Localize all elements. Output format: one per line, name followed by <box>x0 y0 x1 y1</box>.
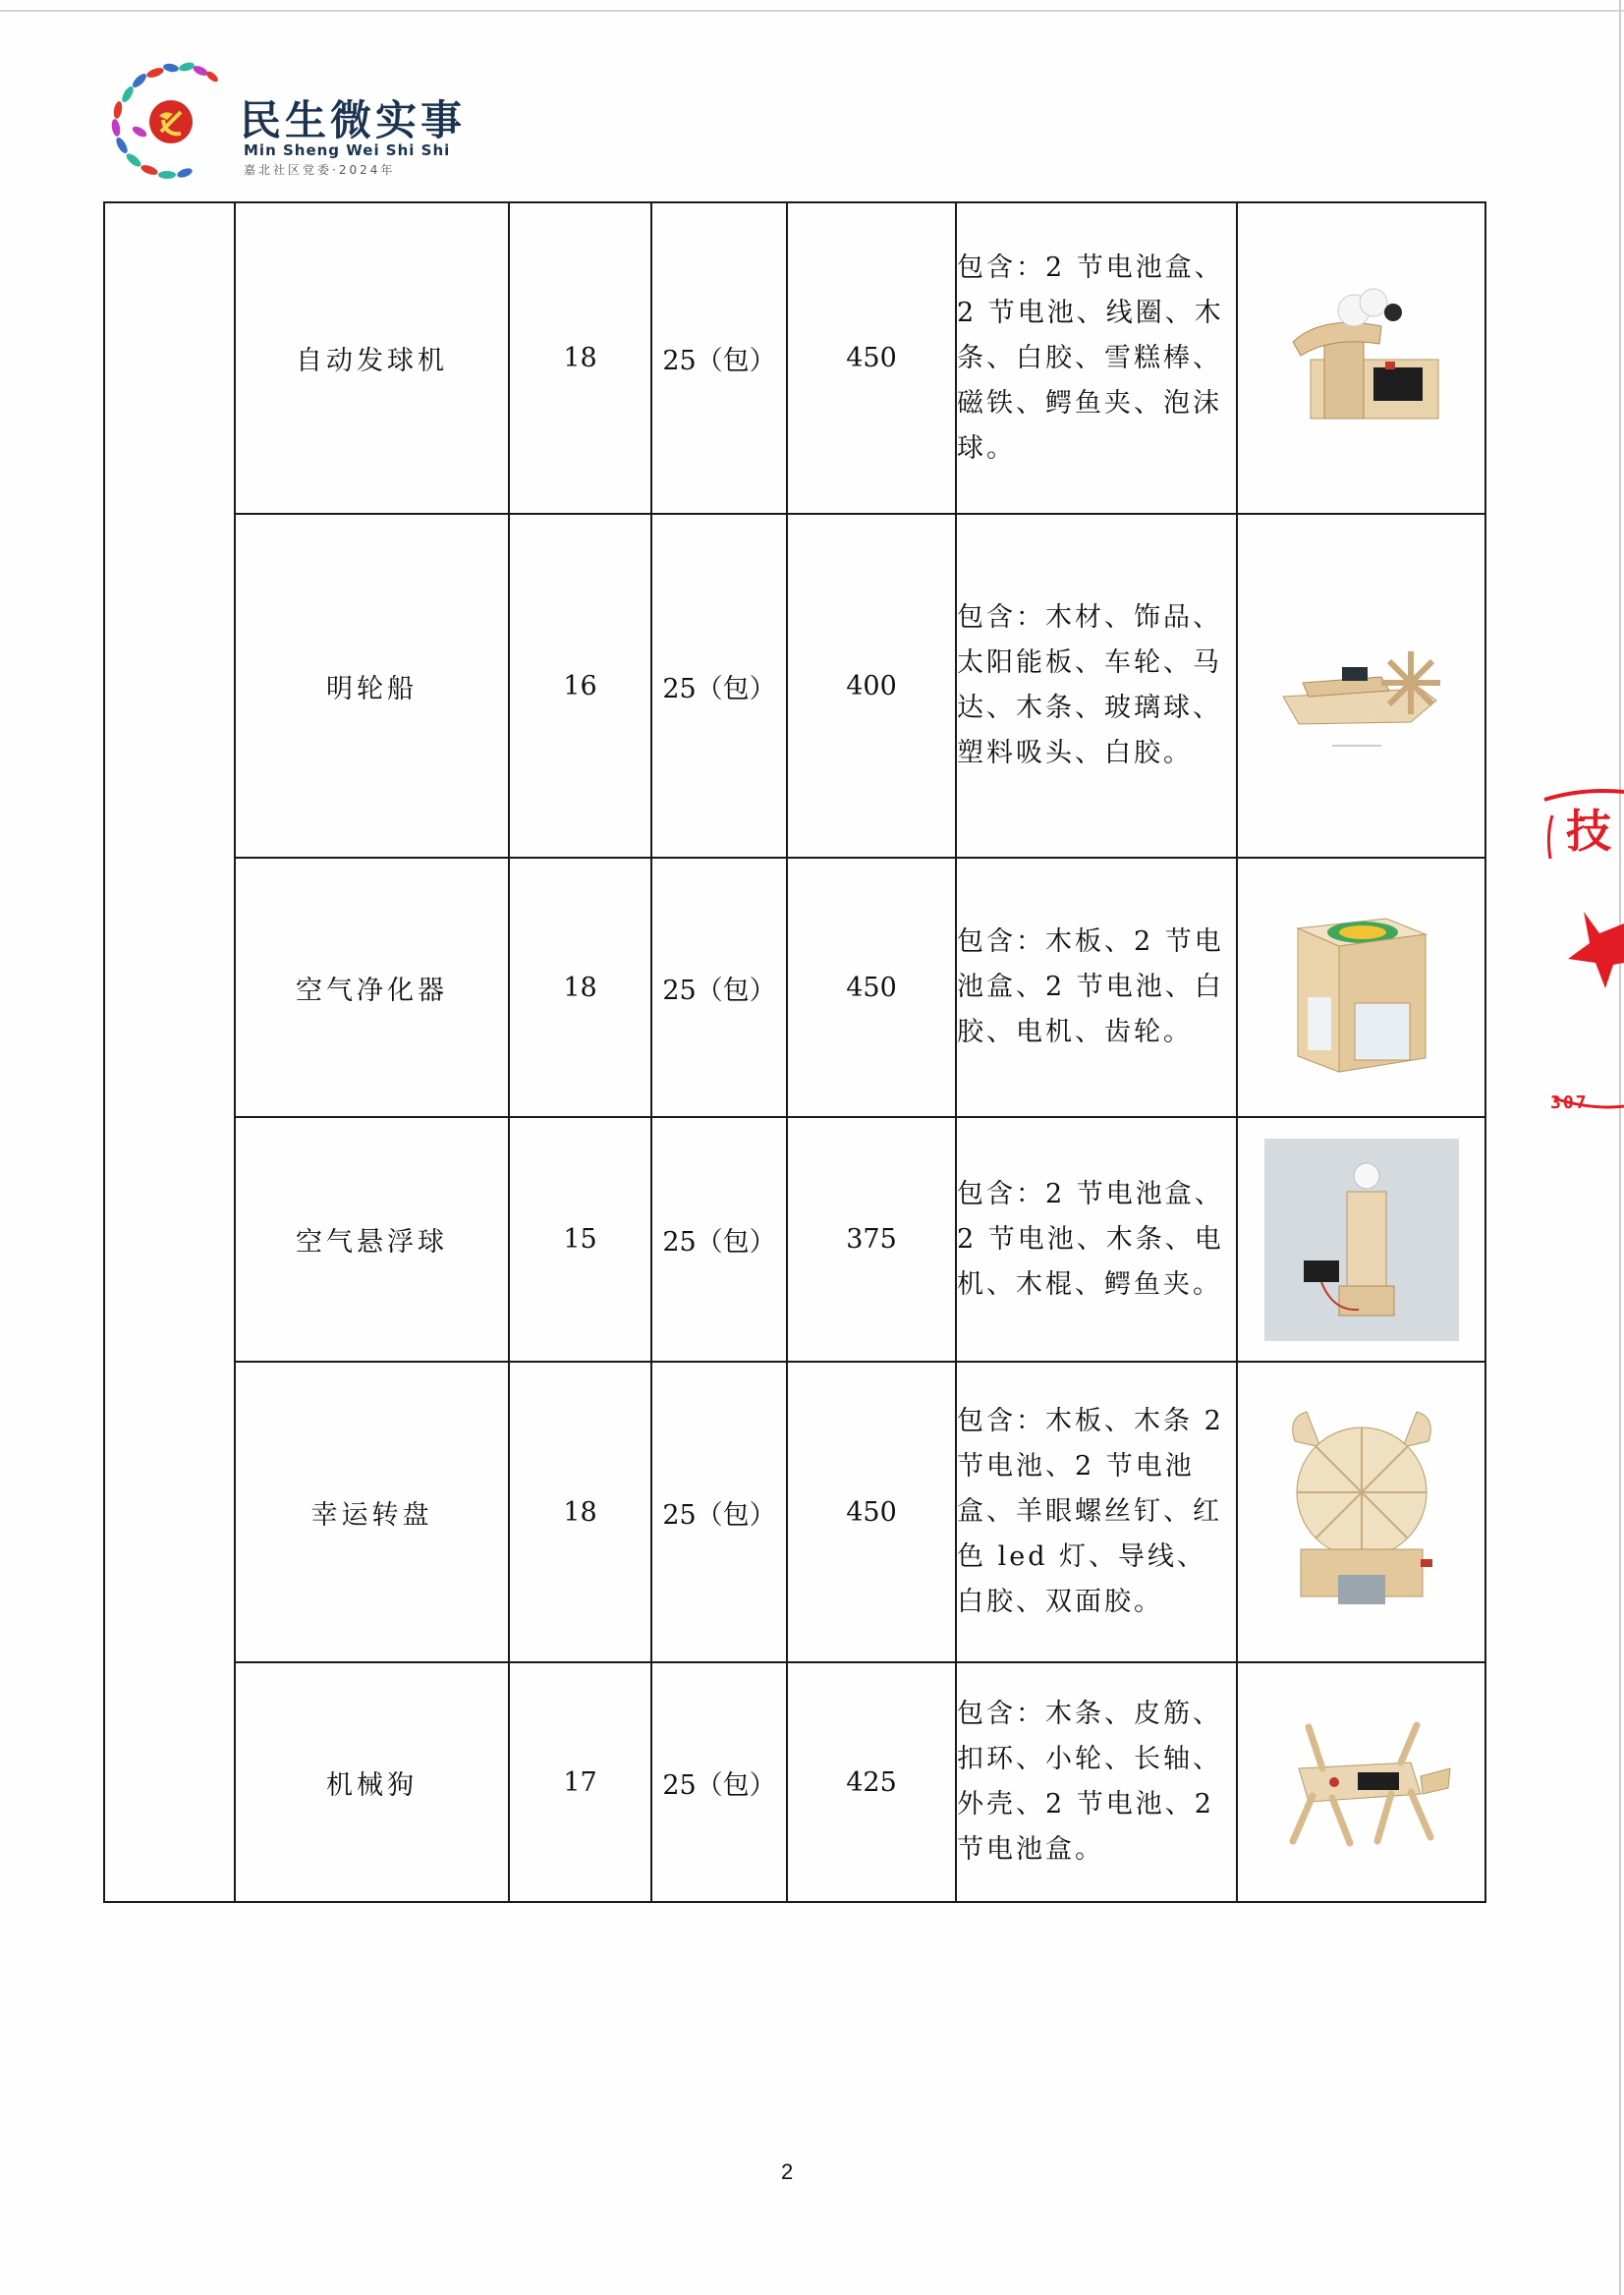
table-row <box>104 1117 1485 1362</box>
item-photo <box>1237 858 1485 1117</box>
table-row <box>104 858 1485 1117</box>
item-unit-price: 25（包） <box>651 1362 787 1662</box>
items-table <box>103 201 1486 1903</box>
table-row <box>104 514 1485 858</box>
item-name: 自动发球机 <box>235 202 509 514</box>
air-purifier-icon <box>1278 889 1445 1086</box>
item-quantity: 17 <box>509 1662 651 1902</box>
item-name: 空气净化器 <box>235 858 509 1117</box>
ball-launcher-icon <box>1263 275 1460 442</box>
page-edge <box>1619 0 1621 2295</box>
seal-text: 技 <box>1566 805 1611 858</box>
item-total: 400 <box>787 514 956 858</box>
item-unit-price: 25（包） <box>651 1117 787 1362</box>
item-quantity: 18 <box>509 858 651 1117</box>
levitating-ball-icon <box>1264 1139 1459 1341</box>
merged-category-cell <box>104 202 235 1902</box>
item-unit-price: 25（包） <box>651 202 787 514</box>
logo-pinyin: Min Sheng Wei Shi Shi <box>244 141 451 159</box>
paddle-boat-icon <box>1263 602 1460 769</box>
item-description: 包含：木条、皮筋、扣环、小轮、长轴、外壳、2 节电池、2 节电池盒。 <box>956 1662 1237 1902</box>
table-row <box>104 1362 1485 1662</box>
item-photo <box>1237 514 1485 858</box>
top-rule <box>0 10 1624 12</box>
item-photo <box>1237 1117 1485 1362</box>
item-unit-price: 25（包） <box>651 1662 787 1902</box>
lucky-wheel-icon <box>1273 1402 1450 1622</box>
logo-title: 民生微实事 <box>240 96 467 144</box>
item-quantity: 15 <box>509 1117 651 1362</box>
item-photo <box>1237 1662 1485 1902</box>
item-total: 375 <box>787 1117 956 1362</box>
table-row <box>104 1662 1485 1902</box>
item-quantity: 18 <box>509 202 651 514</box>
item-name: 机械狗 <box>235 1662 509 1902</box>
item-description: 包含：2 节电池盒、2 节电池、线圈、木条、白胶、雪糕棒、磁铁、鳄鱼夹、泡沫球。 <box>956 202 1237 514</box>
logo-subtitle: 嘉北社区党委·2024年 <box>244 163 396 177</box>
item-total: 450 <box>787 858 956 1117</box>
table-row <box>104 202 1485 514</box>
item-unit-price: 25（包） <box>651 514 787 858</box>
item-description: 包含：木板、木条 2 节电池、2 节电池盒、羊眼螺丝钉、红色 led 灯、导线、白胶、双面胶。 <box>956 1362 1237 1662</box>
item-total: 450 <box>787 202 956 514</box>
header-logo <box>106 59 479 187</box>
item-name: 空气悬浮球 <box>235 1117 509 1362</box>
item-unit-price: 25（包） <box>651 858 787 1117</box>
official-seal <box>1542 786 1624 1140</box>
item-quantity: 16 <box>509 514 651 858</box>
ribbon-ring-icon <box>106 59 239 187</box>
item-photo <box>1237 202 1485 514</box>
item-description: 包含：2 节电池盒、2 节电池、木条、电机、木棍、鳄鱼夹。 <box>956 1117 1237 1362</box>
item-name: 幸运转盘 <box>235 1362 509 1662</box>
seal-number: 307 <box>1550 1092 1589 1113</box>
party-emblem-icon <box>149 100 193 143</box>
item-description: 包含：木板、2 节电池盒、2 节电池、白胶、电机、齿轮。 <box>956 858 1237 1117</box>
mechanical-dog-icon <box>1263 1704 1460 1861</box>
item-quantity: 18 <box>509 1362 651 1662</box>
item-description: 包含：木材、饰品、太阳能板、车轮、马达、木条、玻璃球、塑料吸头、白胶。 <box>956 514 1237 858</box>
item-photo <box>1237 1362 1485 1662</box>
item-total: 425 <box>787 1662 956 1902</box>
item-total: 450 <box>787 1362 956 1662</box>
item-name: 明轮船 <box>235 514 509 858</box>
page-number: 2 <box>781 2159 794 2184</box>
